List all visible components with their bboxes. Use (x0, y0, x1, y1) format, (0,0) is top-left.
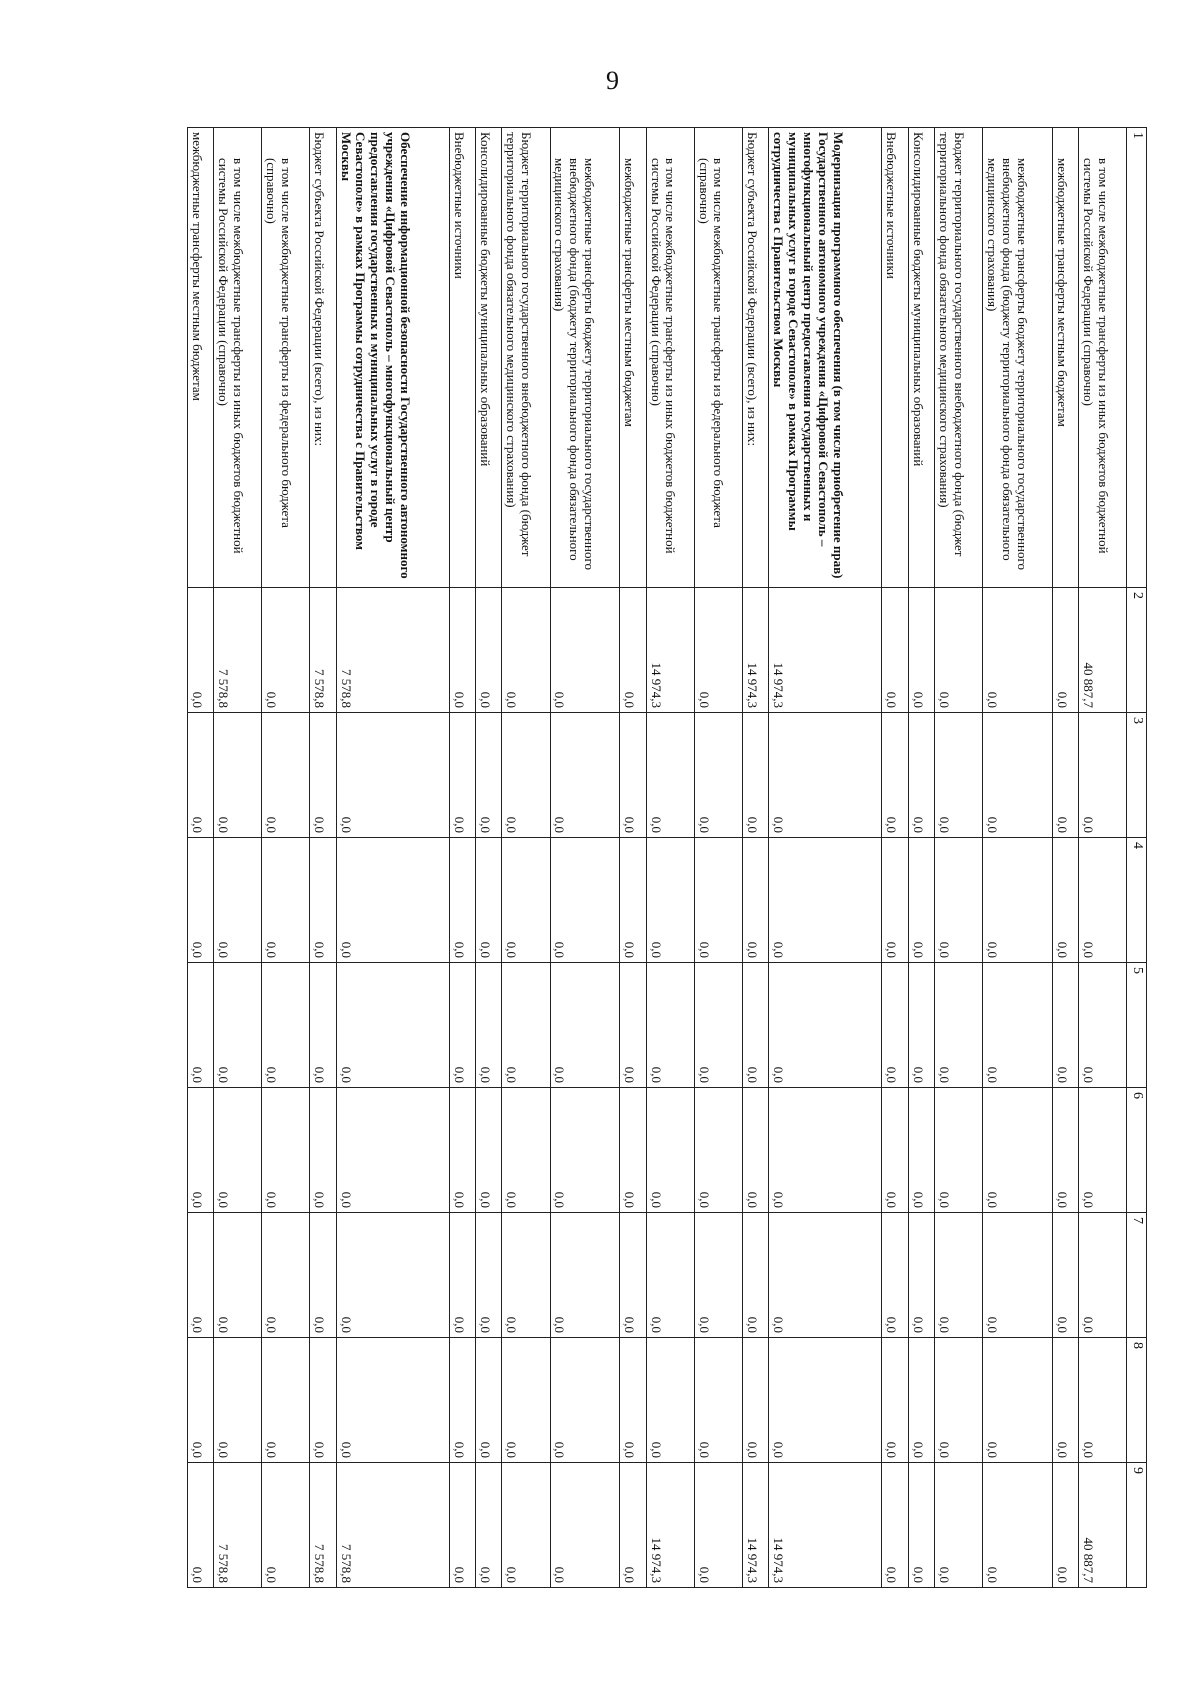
cell-value: 0,0 (934, 1463, 982, 1588)
cell-value: 0,0 (310, 1338, 336, 1463)
cell-value: 0,0 (982, 838, 1052, 963)
cell-value: 7 578,8 (336, 588, 450, 713)
cell-value: 0,0 (768, 1213, 882, 1338)
cell-value: 14 974,3 (742, 1463, 768, 1588)
row-label: в том числе межбюджетные трансферты из иных бюджетов бюджетной системы Российской Федерации (справочно) (646, 128, 694, 588)
cell-value: 40 887,7 (1078, 588, 1126, 713)
cell-value: 0,0 (882, 1213, 908, 1338)
cell-value: 0,0 (262, 713, 310, 838)
table-row (550, 128, 620, 1588)
cell-value: 0,0 (982, 713, 1052, 838)
cell-value: 0,0 (450, 1088, 476, 1213)
row-label: в том числе межбюджетные трансферты из иных бюджетов бюджетной системы Российской Федерации (справочно) (1078, 128, 1126, 588)
table-body (188, 128, 1127, 1588)
cell-value: 0,0 (620, 713, 646, 838)
cell-value: 7 578,8 (214, 1463, 262, 1588)
budget-table (187, 127, 1147, 1588)
cell-value: 0,0 (694, 588, 742, 713)
cell-value: 7 578,8 (336, 1463, 450, 1588)
cell-value: 0,0 (908, 963, 934, 1088)
table-row (982, 128, 1052, 1588)
cell-value: 0,0 (694, 1463, 742, 1588)
cell-value: 0,0 (310, 1088, 336, 1213)
cell-value: 0,0 (550, 1213, 620, 1338)
cell-value: 0,0 (908, 713, 934, 838)
cell-value: 0,0 (476, 1338, 502, 1463)
cell-value: 0,0 (310, 1213, 336, 1338)
table-row (768, 128, 882, 1588)
cell-value: 0,0 (188, 588, 214, 713)
column-header-3: 3 (1126, 713, 1146, 838)
table-row (908, 128, 934, 1588)
row-label: межбюджетные трансферты местным бюджетам (620, 128, 646, 588)
cell-value: 0,0 (646, 963, 694, 1088)
row-label: межбюджетные трансферты бюджету территориального государственного внебюджетного фонда (бюджету территориального фонда обязательного медицинского страхования) (550, 128, 620, 588)
cell-value: 0,0 (476, 1463, 502, 1588)
cell-value: 0,0 (336, 838, 450, 963)
cell-value: 7 578,8 (310, 1463, 336, 1588)
cell-value: 0,0 (214, 963, 262, 1088)
cell-value: 0,0 (882, 963, 908, 1088)
column-header-6: 6 (1126, 1088, 1146, 1213)
cell-value: 0,0 (694, 963, 742, 1088)
cell-value: 0,0 (188, 1088, 214, 1213)
cell-value: 0,0 (620, 588, 646, 713)
cell-value: 0,0 (188, 1463, 214, 1588)
cell-value: 0,0 (450, 1213, 476, 1338)
row-label: Обеспечение информационной безопасности Государственного автономного учреждения «Цифровой Севастополь – многофункциональный центр предоставления государственных и муниципальных услуг в городе Севастополе» в рамках Программы сотрудничества с Правительством Москвы (336, 128, 450, 588)
cell-value: 0,0 (476, 838, 502, 963)
table-row (1052, 128, 1078, 1588)
page-number: 9 (606, 66, 619, 95)
cell-value: 0,0 (214, 1213, 262, 1338)
column-header-8: 8 (1126, 1338, 1146, 1463)
cell-value: 0,0 (982, 963, 1052, 1088)
cell-value: 0,0 (262, 1338, 310, 1463)
table-row (214, 128, 262, 1588)
cell-value: 0,0 (1052, 1088, 1078, 1213)
row-label: Внебюджетные источники (882, 128, 908, 588)
cell-value: 0,0 (262, 1088, 310, 1213)
cell-value: 0,0 (550, 1088, 620, 1213)
cell-value: 0,0 (450, 713, 476, 838)
cell-value: 0,0 (934, 1338, 982, 1463)
cell-value: 0,0 (476, 713, 502, 838)
table-row (742, 128, 768, 1588)
cell-value: 0,0 (934, 1088, 982, 1213)
cell-value: 0,0 (214, 838, 262, 963)
cell-value: 0,0 (1078, 838, 1126, 963)
cell-value: 0,0 (262, 838, 310, 963)
column-header-5: 5 (1126, 963, 1146, 1088)
cell-value: 0,0 (1052, 1463, 1078, 1588)
cell-value: 0,0 (646, 838, 694, 963)
cell-value: 0,0 (934, 588, 982, 713)
cell-value: 0,0 (450, 963, 476, 1088)
cell-value: 0,0 (742, 1088, 768, 1213)
row-label: в том числе межбюджетные трансферты из федерального бюджета (справочно) (262, 128, 310, 588)
cell-value: 0,0 (1078, 713, 1126, 838)
cell-value: 0,0 (620, 1213, 646, 1338)
cell-value: 0,0 (310, 713, 336, 838)
cell-value: 0,0 (502, 838, 550, 963)
cell-value: 0,0 (646, 713, 694, 838)
cell-value: 0,0 (646, 1088, 694, 1213)
cell-value: 0,0 (694, 1338, 742, 1463)
cell-value: 0,0 (476, 1088, 502, 1213)
cell-value: 0,0 (768, 963, 882, 1088)
cell-value: 0,0 (310, 838, 336, 963)
cell-value: 14 974,3 (646, 1463, 694, 1588)
cell-value: 0,0 (768, 1338, 882, 1463)
cell-value: 7 578,8 (310, 588, 336, 713)
cell-value: 14 974,3 (768, 588, 882, 713)
column-header-9: 9 (1126, 1463, 1146, 1588)
cell-value: 0,0 (742, 838, 768, 963)
cell-value: 0,0 (694, 1088, 742, 1213)
table-row (934, 128, 982, 1588)
cell-value: 0,0 (620, 1463, 646, 1588)
row-label: Консолидированные бюджеты муниципальных образований (476, 128, 502, 588)
row-label: Внебюджетные источники (450, 128, 476, 588)
cell-value: 0,0 (550, 713, 620, 838)
cell-value: 14 974,3 (768, 1463, 882, 1588)
cell-value: 0,0 (502, 1088, 550, 1213)
cell-value: 0,0 (502, 1213, 550, 1338)
cell-value: 0,0 (502, 1338, 550, 1463)
cell-value: 0,0 (742, 1338, 768, 1463)
cell-value: 0,0 (550, 588, 620, 713)
cell-value: 0,0 (908, 588, 934, 713)
cell-value: 0,0 (934, 838, 982, 963)
cell-value: 0,0 (550, 963, 620, 1088)
cell-value: 0,0 (336, 713, 450, 838)
cell-value: 0,0 (188, 838, 214, 963)
table-row (262, 128, 310, 1588)
table-row (694, 128, 742, 1588)
cell-value: 0,0 (620, 963, 646, 1088)
cell-value: 0,0 (934, 713, 982, 838)
cell-value: 0,0 (646, 1338, 694, 1463)
cell-value: 0,0 (262, 588, 310, 713)
cell-value: 0,0 (262, 1463, 310, 1588)
cell-value: 0,0 (336, 1213, 450, 1338)
cell-value: 0,0 (336, 1338, 450, 1463)
cell-value: 0,0 (450, 588, 476, 713)
cell-value: 0,0 (502, 963, 550, 1088)
cell-value: 0,0 (1078, 1213, 1126, 1338)
row-label: в том числе межбюджетные трансферты из федерального бюджета (справочно) (694, 128, 742, 588)
cell-value: 0,0 (450, 838, 476, 963)
table-row (882, 128, 908, 1588)
row-label: Бюджет территориального государственного внебюджетного фонда (бюджет территориального фонда обязательного медицинского страхования) (934, 128, 982, 588)
cell-value: 0,0 (620, 1088, 646, 1213)
cell-value: 0,0 (1052, 588, 1078, 713)
rotated-table-container (187, 127, 1147, 1587)
row-label: межбюджетные трансферты бюджету территориального государственного внебюджетного фонда (бюджету территориального фонда обязательного медицинского страхования) (982, 128, 1052, 588)
row-label: Бюджет субъекта Российской Федерации (всего), из них: (310, 128, 336, 588)
row-label: межбюджетные трансферты местным бюджетам (1052, 128, 1078, 588)
cell-value: 0,0 (934, 963, 982, 1088)
cell-value: 0,0 (742, 1213, 768, 1338)
column-header-1: 1 (1126, 128, 1146, 588)
table-row (310, 128, 336, 1588)
cell-value: 0,0 (188, 1338, 214, 1463)
cell-value: 0,0 (742, 963, 768, 1088)
table-row (336, 128, 450, 1588)
column-header-2: 2 (1126, 588, 1146, 713)
cell-value: 0,0 (214, 1338, 262, 1463)
cell-value: 0,0 (620, 838, 646, 963)
cell-value: 0,0 (1052, 1338, 1078, 1463)
cell-value: 0,0 (646, 1213, 694, 1338)
budget-table-frame (187, 127, 1147, 1587)
cell-value: 0,0 (336, 963, 450, 1088)
cell-value: 40 887,7 (1078, 1463, 1126, 1588)
cell-value: 0,0 (214, 1088, 262, 1213)
cell-value: 0,0 (908, 1213, 934, 1338)
cell-value: 0,0 (450, 1338, 476, 1463)
cell-value: 0,0 (262, 963, 310, 1088)
cell-value: 0,0 (768, 1088, 882, 1213)
cell-value: 0,0 (882, 838, 908, 963)
cell-value: 0,0 (550, 838, 620, 963)
row-label: межбюджетные трансферты местным бюджетам (188, 128, 214, 588)
cell-value: 0,0 (882, 1338, 908, 1463)
cell-value: 0,0 (882, 1088, 908, 1213)
cell-value: 0,0 (550, 1338, 620, 1463)
cell-value: 0,0 (768, 838, 882, 963)
cell-value: 0,0 (1078, 963, 1126, 1088)
cell-value: 0,0 (262, 1213, 310, 1338)
cell-value: 0,0 (908, 1463, 934, 1588)
cell-value: 0,0 (908, 1088, 934, 1213)
cell-value: 0,0 (450, 1463, 476, 1588)
cell-value: 0,0 (908, 838, 934, 963)
cell-value: 0,0 (476, 1213, 502, 1338)
row-label: Модернизация программного обеспечения (в том числе приобретение прав) Государственного автономного учреждения «Цифровой Севастополь – многофункциональный центр предоставления государственных и муниципальных услуг в городе Севастополе» в рамках Программы сотрудничества с Правительством Москвы (768, 128, 882, 588)
cell-value: 0,0 (1078, 1338, 1126, 1463)
cell-value: 0,0 (476, 588, 502, 713)
cell-value: 0,0 (502, 1463, 550, 1588)
cell-value: 0,0 (188, 713, 214, 838)
table-row (450, 128, 476, 1588)
table-row (1078, 128, 1126, 1588)
cell-value: 0,0 (982, 1338, 1052, 1463)
row-label: Консолидированные бюджеты муниципальных образований (908, 128, 934, 588)
cell-value: 0,0 (1052, 838, 1078, 963)
cell-value: 14 974,3 (742, 588, 768, 713)
row-label: в том числе межбюджетные трансферты из иных бюджетов бюджетной системы Российской Федерации (справочно) (214, 128, 262, 588)
cell-value: 0,0 (502, 588, 550, 713)
cell-value: 0,0 (982, 1213, 1052, 1338)
cell-value: 0,0 (742, 713, 768, 838)
cell-value: 0,0 (694, 1213, 742, 1338)
row-label: Бюджет субъекта Российской Федерации (всего), из них: (742, 128, 768, 588)
table-row (620, 128, 646, 1588)
table-row (476, 128, 502, 1588)
column-header-4: 4 (1126, 838, 1146, 963)
cell-value: 0,0 (336, 1088, 450, 1213)
table-header-row (1126, 128, 1146, 1588)
cell-value: 0,0 (1078, 1088, 1126, 1213)
cell-value: 0,0 (982, 1463, 1052, 1588)
cell-value: 0,0 (694, 838, 742, 963)
cell-value: 0,0 (934, 1213, 982, 1338)
cell-value: 0,0 (694, 713, 742, 838)
cell-value: 0,0 (1052, 1213, 1078, 1338)
cell-value: 0,0 (908, 1338, 934, 1463)
cell-value: 0,0 (476, 963, 502, 1088)
cell-value: 7 578,8 (214, 588, 262, 713)
cell-value: 14 974,3 (646, 588, 694, 713)
cell-value: 0,0 (1052, 713, 1078, 838)
row-label: Бюджет территориального государственного внебюджетного фонда (бюджет территориального фонда обязательного медицинского страхования) (502, 128, 550, 588)
cell-value: 0,0 (550, 1463, 620, 1588)
cell-value: 0,0 (188, 1213, 214, 1338)
column-header-7: 7 (1126, 1213, 1146, 1338)
table-row (646, 128, 694, 1588)
cell-value: 0,0 (982, 588, 1052, 713)
cell-value: 0,0 (188, 963, 214, 1088)
cell-value: 0,0 (310, 963, 336, 1088)
cell-value: 0,0 (1052, 963, 1078, 1088)
cell-value: 0,0 (620, 1338, 646, 1463)
cell-value: 0,0 (214, 713, 262, 838)
cell-value: 0,0 (882, 1463, 908, 1588)
table-row (188, 128, 214, 1588)
cell-value: 0,0 (768, 713, 882, 838)
cell-value: 0,0 (882, 713, 908, 838)
table-row (502, 128, 550, 1588)
cell-value: 0,0 (502, 713, 550, 838)
cell-value: 0,0 (882, 588, 908, 713)
cell-value: 0,0 (982, 1088, 1052, 1213)
